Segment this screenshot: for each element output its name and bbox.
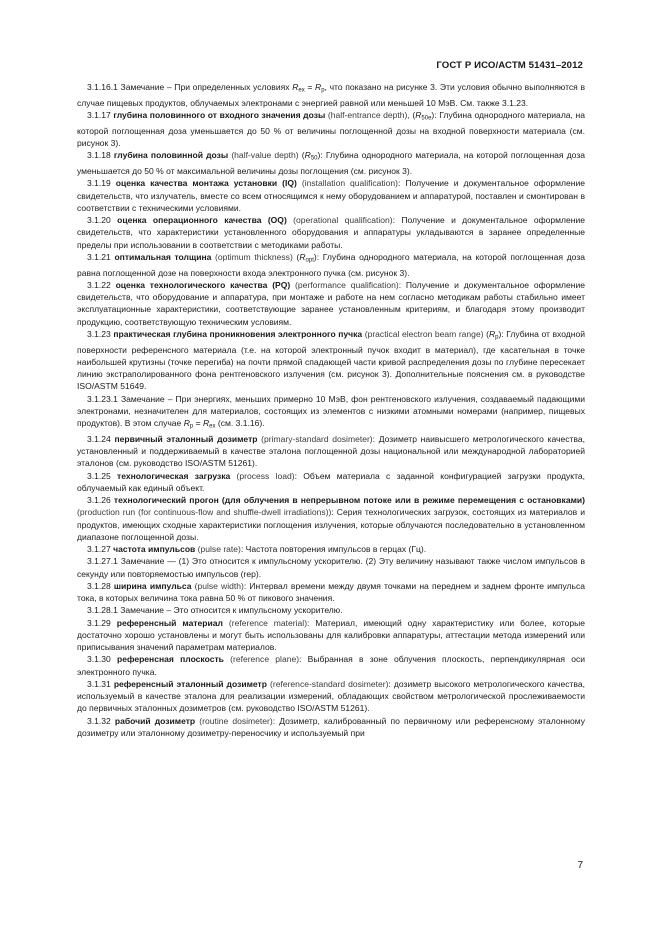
english-term: (performance qualification) <box>290 279 399 290</box>
english-term: (reference-standard dosimeter) <box>266 678 389 689</box>
paragraph-p3-1-20 <box>77 214 585 251</box>
text-run: ex <box>209 423 216 430</box>
english-term: (half-value depth) <box>228 150 302 161</box>
term: ширина импульса <box>113 580 192 591</box>
text-run: = <box>193 418 203 428</box>
text-run: : Выбранная в зоне облучения плоскость, перпендикулярная оси электронного пучка. <box>77 654 585 677</box>
term: технологическая загрузка <box>117 470 231 481</box>
text-run: : Получение и документальное оформление свидетельств, что оборудование и аппаратура, при монтаже и работе на нем согласно методикам работы стабильно имеет эксплуатационные характеристики, соответствующие заранее установленным критериям, и благодаря этому производит продукцию, соответствующую техническим условиям. <box>77 279 585 327</box>
english-term: (pulse width) <box>191 580 244 591</box>
text-run: p <box>189 423 194 430</box>
text-run: 3.1.26 <box>87 495 114 505</box>
text-run: = <box>304 82 316 92</box>
text-run: ): Глубина однородного материала, на которой поглощенная доза уменьшается до 50 % от максимальной величины дозы поглощения (см. рисунок 3). <box>77 150 586 176</box>
term: оценка технологического качества (PQ) <box>115 279 291 290</box>
paragraph-p3-1-27-1 <box>77 555 585 580</box>
text-run: 50 <box>310 155 318 162</box>
text-run: 3.1.30 <box>87 654 117 665</box>
page-number: 7 <box>577 860 583 871</box>
english-term: (reference material) <box>222 617 308 628</box>
text-run: 3.1.23.1 Замечание – При энергиях, меньших примерно 10 МэВ, фон рентгеновского излучения, создаваемый падающими электронами, незначителен для материалов, состоящих из элементов с низкими атомными номерами (например, пищевых продуктов). В этом случае <box>77 393 585 428</box>
paragraph-p3-1-21 <box>77 251 585 279</box>
term: глубина половинного от входного значения дозы <box>113 110 326 120</box>
english-term: (process load) <box>230 470 295 481</box>
text-run: : Дозиметр, калиброванный по первичному или референсному эталонному дозиметру или эталонному дозиметру-переносчику и используемый при <box>77 715 586 738</box>
text-run: 3.1.17 <box>87 110 114 120</box>
text-run: ( <box>486 328 489 339</box>
paragraph-p3-1-26 <box>77 494 585 543</box>
paragraph-p3-1-23 <box>77 328 585 393</box>
text-run: 3.1.29 <box>87 617 117 628</box>
text-run: p <box>321 87 325 94</box>
text-run: ): Глубина однородного материала, на которой поглощенная доза равна поглощенной дозе на поверхности входа электронного пучка (см. рисунок 3). <box>77 251 586 278</box>
text-run: 3.1.23 <box>87 328 114 339</box>
text-run: (см. 3.1.16). <box>215 418 265 428</box>
term: практическая глубина проникновения электронного пучка <box>113 328 363 339</box>
text-run: R <box>202 418 210 428</box>
term: оптимальная толщина <box>114 251 212 262</box>
text-run: 3.1.22 <box>87 279 116 290</box>
text-run: ( <box>412 110 416 120</box>
paragraph-p3-1-19 <box>77 177 585 214</box>
text-run: 50e <box>421 115 432 122</box>
text-run: 3.1.28.1 Замечание – Это относится к импульсному ускорителю. <box>87 605 343 616</box>
text-run: R <box>292 82 299 92</box>
paragraph-p3-1-25 <box>77 470 585 495</box>
paragraph-p3-1-28-1 <box>77 604 585 616</box>
text-run: 3.1.28 <box>87 580 114 591</box>
text-run: : Материал, имеющий одну характеристику или более, которые достаточно хорошо установлены и могут быть использованы для калибровки аппаратуры, аттестации метода измерений или приписывания значений параметрам материалов. <box>77 617 585 652</box>
paragraph-p3-1-18 <box>77 149 585 177</box>
text-run: : Дозиметр наивысшего метрологического качества, установленный и поддерживаемый в качестве эталона поглощенной дозы национальной или международной лабораторией эталонов (см. руководство ISO/ASTM 51261). <box>77 433 585 469</box>
text-run: R <box>315 82 322 92</box>
paragraph-p3-1-29 <box>77 617 585 654</box>
text-run: R <box>304 150 311 161</box>
paragraph-p3-1-27 <box>77 543 585 555</box>
document-header: ГОСТ Р ИСО/АСТМ 51431–2012 <box>436 60 583 71</box>
english-term: (practical electron beam range) <box>362 328 487 339</box>
english-term: (installation qualification) <box>296 178 399 189</box>
text-run: , что показано на рисунке 3. Эти условия обычно выполняются в случае пищевых продуктов, облучаемых электронами с энергией равной или меньшей 10 МэВ. См. также 3.1.23. <box>77 82 585 108</box>
document-body <box>77 81 585 739</box>
english-term: (pulse rate) <box>195 544 241 554</box>
text-run: 3.1.21 <box>87 251 115 262</box>
text-run: 3.1.27 <box>87 544 114 554</box>
term: технологический прогон (для облучения в непрерывном потоке или в режиме перемещения с остановками) <box>113 495 585 505</box>
text-run: 3.1.18 <box>87 150 114 161</box>
text-run: 3.1.19 <box>87 178 116 189</box>
text-run: : Частота повторения импульсов в герцах (Гц). <box>240 544 427 554</box>
english-term: (operational qualification) <box>286 215 393 225</box>
text-run: R <box>299 251 306 262</box>
paragraph-p3-1-16-1 <box>77 81 585 109</box>
text-run: : Получение и документальное оформление свидетельств, что излучатель, вместе со всем относящимся к нему оборудованием и аппаратурой, поставлен и смонтирован в соответствии с техническими условиями. <box>77 178 586 213</box>
english-term: (routine dosimeter) <box>195 715 273 726</box>
english-term: (optimum thickness) <box>211 251 297 262</box>
text-run: 3.1.25 <box>87 470 118 481</box>
text-run: R <box>415 110 422 120</box>
term: глубина половинной дозы <box>113 150 229 161</box>
english-term: (production run (for continuous-flow and shuffle-dwell irradiations)) <box>77 507 332 518</box>
text-run: 3.1.24 <box>87 433 115 444</box>
text-run: R <box>488 328 496 339</box>
english-term: (reference plane) <box>223 654 300 665</box>
text-run: ): Глубина от входной поверхности референсного материала (т.е. на которой электронный пучок входит в материал), где касательная в точке наибольшей крутизны (точке перегиба) на почти прямой спадающей части кривой распределения дозы по глубине пересекает линию экстраполированного фона рентгеновского излучения (см. рисунок 3). Дополнительные пояснения см. в руководстве ISO/ASTM 51649. <box>77 328 585 392</box>
paragraph-p3-1-24 <box>77 433 585 470</box>
text-run: ( <box>296 251 300 262</box>
paragraph-p3-1-17 <box>77 109 585 149</box>
paragraph-p3-1-32 <box>77 715 585 740</box>
text-run: : Объем материала с заданной конфигурацией загрузки продукта, облучаемый как единый объект. <box>77 470 586 493</box>
english-term: (primary-standard dosimeter) <box>257 433 373 444</box>
text-run: ex <box>298 87 305 94</box>
term: референсная плоскость <box>116 654 224 665</box>
term: референсный эталонный дозиметр <box>113 678 267 689</box>
text-run: ): Глубина однородного материала, на которой поглощенная доза уменьшается до 50 % от величины поглощенной дозы на входной поверхности материала (см. рисунок 3). <box>77 110 585 148</box>
paragraph-p3-1-31 <box>77 678 585 715</box>
text-run: p <box>495 334 499 341</box>
text-run: 3.1.20 <box>87 215 118 225</box>
term: частота импульсов <box>113 544 196 554</box>
term: оценка качества монтажа установки (IQ) <box>115 178 297 189</box>
text-run: 3.1.32 <box>87 715 115 726</box>
term: первичный эталонный дозиметр <box>114 433 258 444</box>
term: рабочий дозиметр <box>114 715 196 726</box>
text-run: opt <box>305 257 314 264</box>
term: оценка операционного качества (OQ) <box>117 215 287 225</box>
text-run: : дозиметр высокого метрологического качества, используемый в качестве эталона для реализации измерений, обладающих свойством метрологической прослеживаемости до первичных эталонных дозиметров (см. руководство ISO/ASTM 51261). <box>77 678 585 714</box>
paragraph-p3-1-23-1 <box>77 393 585 433</box>
paragraph-p3-1-30 <box>77 653 585 678</box>
term: референсный материал <box>116 617 223 628</box>
text-run: R <box>183 418 190 428</box>
english-term: (half-entrance depth), <box>325 110 413 120</box>
paragraph-p3-1-28 <box>77 580 585 605</box>
text-run: 3.1.16.1 Замечание – При определенных условиях <box>87 82 293 92</box>
text-run: : Интервал времени между двумя точками на переднем и заднем фронте импульса тока, в которых величина тока равна 50 % от пикового значения. <box>77 580 586 603</box>
text-run: 3.1.27.1 Замечание — (1) Это относится к импульсному ускорителю. (2) Эту величину называют также числом импульсов в секунду или повторяемостью импульсов (rep). <box>77 556 585 579</box>
text-run: ( <box>301 150 305 161</box>
text-run: : Получение и документальное оформление свидетельств, что характеристики установленного оборудования и аппаратуры укладываются в заранее определенные пределы при использовании в соответствии с методиками работы. <box>77 215 586 250</box>
paragraph-p3-1-22 <box>77 279 585 328</box>
text-run: 3.1.31 <box>87 678 114 689</box>
text-run: : Серия технологических загрузок, состоящих из материалов и продуктов, имеющих сходные характеристики поглощения излучения, которые облучаются последовательно в установленном диапазоне поглощенной дозы. <box>77 507 585 542</box>
